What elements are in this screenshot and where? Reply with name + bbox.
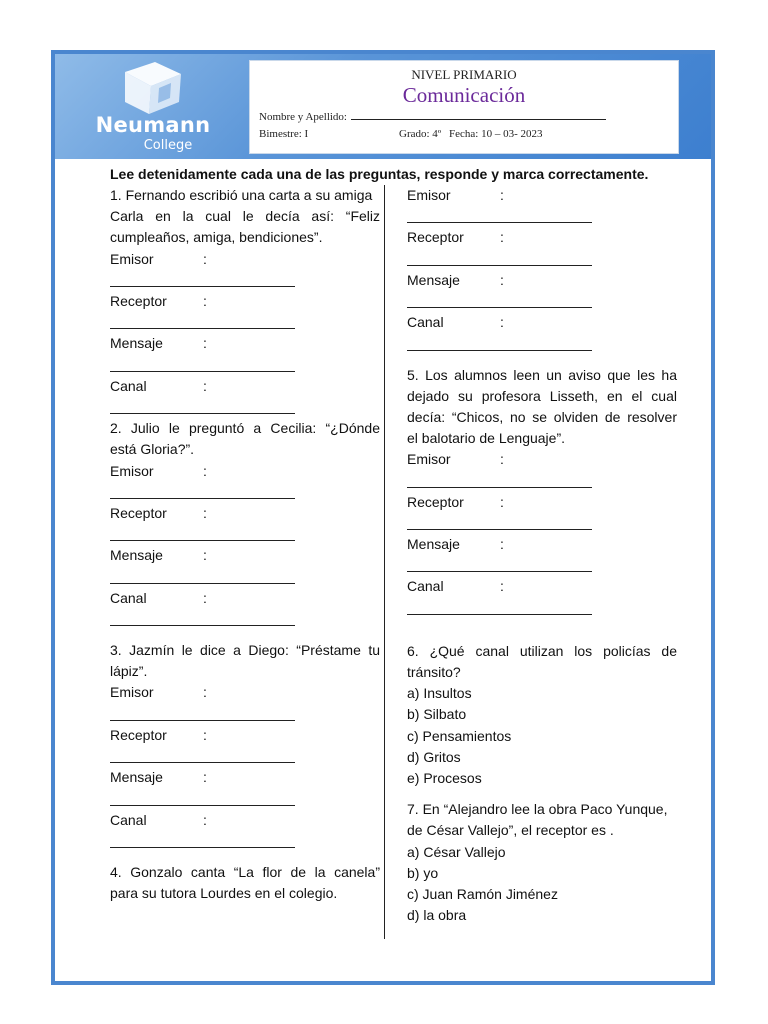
q2-line-2: está Gloria?”. <box>110 441 195 458</box>
q6-option-a[interactable]: a) Insultos <box>407 685 472 702</box>
q5-emisor-answer[interactable] <box>407 471 677 492</box>
q6-option-d[interactable]: d) Gritos <box>407 748 461 765</box>
q1-line-1: 1. Fernando escribió una carta a su amiga <box>110 187 373 203</box>
q4-canal: Canal : <box>407 314 504 331</box>
name-label: Nombre y Apellido: <box>259 111 347 123</box>
q2-mensaje-answer[interactable] <box>110 566 380 587</box>
fecha: Fecha: 10 – 03- 2023 <box>449 128 543 140</box>
q2-canal: Canal : <box>110 589 207 606</box>
q5-receptor-answer[interactable] <box>407 513 677 534</box>
q2-emisor-answer[interactable] <box>110 482 380 503</box>
school-sub: College <box>143 138 193 153</box>
instructions: Lee detenidamente cada una de las preguntas, responde y marca correctamente. <box>110 166 649 182</box>
bimestre: Bimestre: I <box>259 128 309 140</box>
spacer <box>407 789 677 799</box>
q3-emisor-answer[interactable] <box>110 704 380 725</box>
q5-line-1: 5. Los alumnos leen un aviso que les ha <box>407 366 677 383</box>
q2-canal-answer[interactable] <box>110 609 380 630</box>
q4-receptor: Receptor : <box>407 229 504 246</box>
q3-mensaje-answer[interactable] <box>110 788 380 809</box>
grado: Grado: 4º <box>399 128 442 140</box>
column-divider <box>384 185 385 939</box>
q4-mensaje: Mensaje : <box>407 271 504 288</box>
subject-title: Comunicación <box>402 83 526 107</box>
q2-emisor: Emisor : <box>110 462 207 479</box>
q5-emisor: Emisor : <box>407 451 504 468</box>
q7-option-b[interactable]: b) yo <box>407 864 439 881</box>
q7-option-d[interactable]: d) la obra <box>407 907 467 924</box>
q1-emisor: Emisor : <box>110 250 207 267</box>
q6-option-b[interactable]: b) Silbato <box>407 706 467 723</box>
q5-canal-answer[interactable] <box>407 598 677 619</box>
q5-mensaje: Mensaje : <box>407 536 504 553</box>
spacer <box>110 852 380 862</box>
q1-line-2: Carla en la cual le decía así: “Feliz <box>110 208 380 225</box>
q1-mensaje: Mensaje : <box>110 335 207 352</box>
q6-line-2: tránsito? <box>407 664 461 681</box>
q5-line-3: decía: “Chicos, no se olviden de resolver <box>407 408 677 425</box>
q1-canal-answer[interactable] <box>110 397 380 418</box>
q1-canal: Canal : <box>110 377 207 394</box>
q3-mensaje: Mensaje : <box>110 769 207 786</box>
q4-line-1: 4. Gonzalo canta “La flor de la canela” <box>110 863 380 880</box>
spacer <box>407 355 677 365</box>
q6-option-c[interactable]: c) Pensamientos <box>407 727 512 744</box>
q7-line-1: 7. En “Alejandro lee la obra Paco Yunque, <box>407 801 668 818</box>
spacer <box>110 630 380 640</box>
q7-line-2: de César Vallejo”, el receptor es . <box>407 822 614 839</box>
q3-canal: Canal : <box>110 811 207 828</box>
q3-receptor-answer[interactable] <box>110 746 380 767</box>
q3-emisor: Emisor : <box>110 684 207 701</box>
q6-option-e[interactable]: e) Procesos <box>407 770 482 787</box>
q3-line-2: lápiz”. <box>110 663 148 680</box>
q1-receptor: Receptor : <box>110 292 207 309</box>
q3-canal-answer[interactable] <box>110 831 380 852</box>
q2-receptor-answer[interactable] <box>110 524 380 545</box>
q1-receptor-answer[interactable] <box>110 312 380 333</box>
school-name: Neumann <box>95 113 211 137</box>
q3-receptor: Receptor : <box>110 726 207 743</box>
q3-line-1: 3. Jazmín le dice a Diego: “Préstame tu <box>110 642 380 659</box>
nivel-label: NIVEL PRIMARIO <box>411 67 517 82</box>
q5-canal: Canal : <box>407 578 504 595</box>
q2-receptor: Receptor : <box>110 504 207 521</box>
q1-line-3: cumpleaños, amiga, bendiciones”. <box>110 229 323 246</box>
q4-receptor-answer[interactable] <box>407 249 677 270</box>
q7-option-a[interactable]: a) César Vallejo <box>407 843 506 860</box>
spacer <box>407 619 677 641</box>
q5-mensaje-answer[interactable] <box>407 555 677 576</box>
q5-line-4: el balotario de Lenguaje”. <box>407 430 566 447</box>
q2-line-1: 2. Julio le preguntó a Cecilia: “¿Dónde <box>110 420 380 437</box>
q4-mensaje-answer[interactable] <box>407 291 677 312</box>
q7-option-c[interactable]: c) Juan Ramón Jiménez <box>407 886 558 903</box>
right-column <box>407 185 677 926</box>
q4-canal-answer[interactable] <box>407 333 677 354</box>
q5-line-2: dejado su profesora Lisseth, en el cual <box>407 387 677 404</box>
q4-emisor-answer[interactable] <box>407 206 677 227</box>
q2-mensaje: Mensaje : <box>110 547 207 564</box>
q5-receptor: Receptor : <box>407 493 504 510</box>
left-column <box>110 185 380 904</box>
q1-emisor-answer[interactable] <box>110 270 380 291</box>
q6-line-1: 6. ¿Qué canal utilizan los policías de <box>407 642 677 659</box>
q1-mensaje-answer[interactable] <box>110 355 380 376</box>
q4-emisor: Emisor : <box>407 187 504 203</box>
q4-line-2: para su tutora Lourdes en el colegio. <box>110 885 338 902</box>
